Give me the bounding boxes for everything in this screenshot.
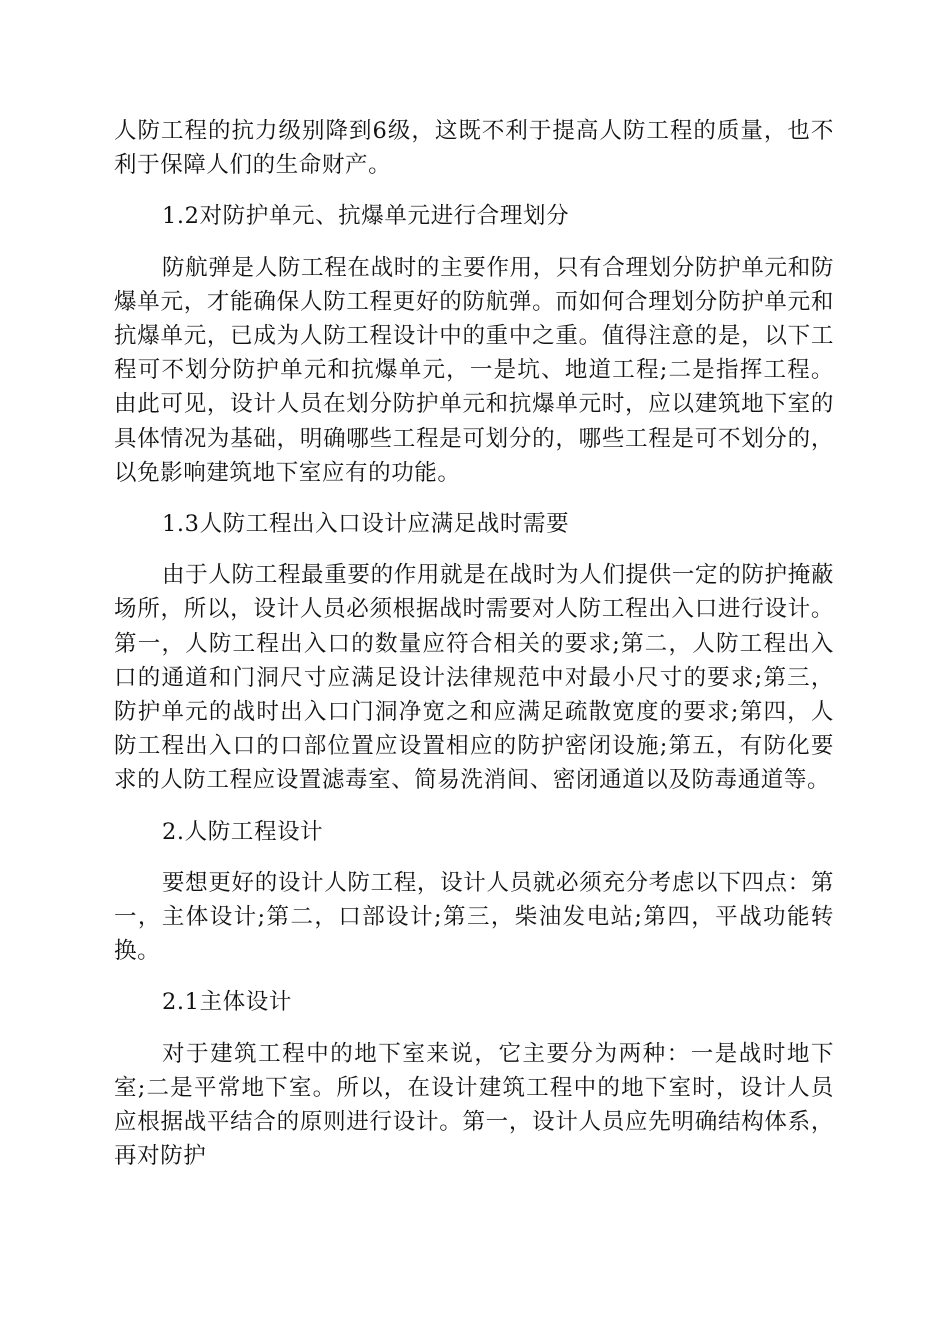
paragraph-unit-division: 防航弹是人防工程在战时的主要作用，只有合理划分防护单元和防爆单元，才能确保人防工程更好的防航弹。而如何合理划分防护单元和抗爆单元，已成为人防工程设计中的重中之重。值得注意的是，以下工程可不划分防护单元和抗爆单元，一是坑、地道工程;二是指挥工程。由此可见，设计人员在划分防护单元和抗爆单元时，应以建筑地下室的具体情况为基础，明确哪些工程是可划分的，哪些工程是可不划分的，以免影响建筑地下室应有的功能。 [114,254,834,486]
section-heading-2-1: 2.1主体设计 [162,989,292,1016]
document-body [114,114,834,1190]
section-heading-1-3: 1.3人防工程出入口设计应满足战时需要 [162,511,570,538]
section-heading-1-2: 1.2对防护单元、抗爆单元进行合理划分 [162,203,570,230]
paragraph-entrance-design: 由于人防工程最重要的作用就是在战时为人们提供一定的防护掩蔽场所，所以，设计人员必须根据战时需要对人防工程出入口进行设计。第一，人防工程出入口的数量应符合相关的要求;第二，人防工程出入口的通道和门洞尺寸应满足设计法律规范中对最小尺寸的要求;第三，防护单元的战时出入口门洞净宽之和应满足疏散宽度的要求;第四，人防工程出入口的口部位置应设置相应的防护密闭设施;第五，有防化要求的人防工程应设置滤毒室、简易洗消间、密闭通道以及防毒通道等。 [114,562,834,794]
paragraph-main-design: 对于建筑工程中的地下室来说，它主要分为两种：一是战时地下室;二是平常地下室。所以，在设计建筑工程中的地下室时，设计人员应根据战平结合的原则进行设计。第一，设计人员应先明确结构体系，再对防护 [114,1040,834,1170]
section-heading-2: 2.人防工程设计 [162,818,324,845]
paragraph-continuation: 人防工程的抗力级别降到6级，这既不利于提高人防工程的质量，也不利于保障人们的生命财产。 [114,118,834,179]
paragraph-design-points: 要想更好的设计人防工程，设计人员就必须充分考虑以下四点：第一，主体设计;第二，口部设计;第三，柴油发电站;第四，平战功能转换。 [114,869,834,965]
